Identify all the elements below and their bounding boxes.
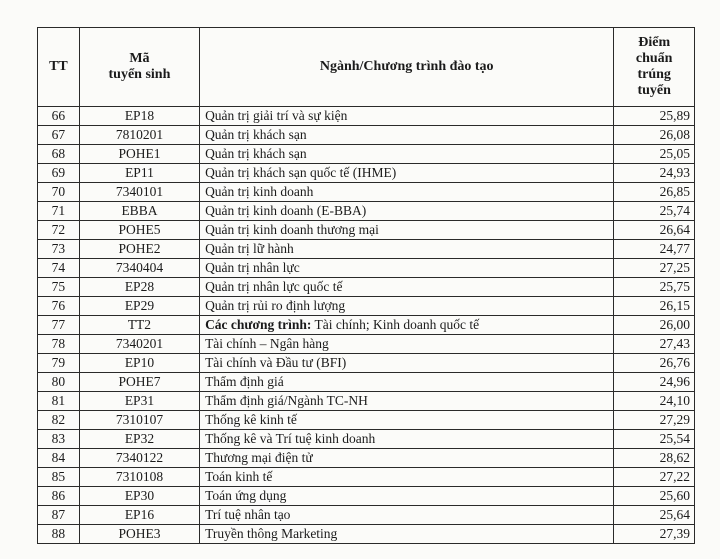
- cutoff-score: 26,64: [614, 221, 695, 240]
- row-number: 67: [38, 126, 80, 145]
- table-row: [38, 449, 695, 468]
- table-row: [38, 373, 695, 392]
- program-name: Toán kinh tế: [200, 468, 614, 487]
- program-name: Quản trị nhân lực: [200, 259, 614, 278]
- cutoff-score: 25,74: [614, 202, 695, 221]
- row-number: 86: [38, 487, 80, 506]
- program-name: Thẩm định giá: [200, 373, 614, 392]
- row-number: 81: [38, 392, 80, 411]
- cutoff-score: 24,93: [614, 164, 695, 183]
- cutoff-score: 24,96: [614, 373, 695, 392]
- admission-code: EP18: [79, 107, 199, 126]
- cutoff-score: 24,77: [614, 240, 695, 259]
- admission-code: 7340101: [79, 183, 199, 202]
- program-name: Thương mại điện tử: [200, 449, 614, 468]
- table-row: [38, 487, 695, 506]
- cutoff-score: 27,39: [614, 525, 695, 544]
- admission-code: POHE3: [79, 525, 199, 544]
- program-name: Quản trị giải trí và sự kiện: [200, 107, 614, 126]
- admission-code: 7340404: [79, 259, 199, 278]
- cutoff-score: 25,05: [614, 145, 695, 164]
- admission-code: EP10: [79, 354, 199, 373]
- program-name: Thống kê và Trí tuệ kinh doanh: [200, 430, 614, 449]
- table-row: [38, 506, 695, 525]
- admission-code: 7340201: [79, 335, 199, 354]
- table-row: [38, 164, 695, 183]
- admission-code: POHE1: [79, 145, 199, 164]
- row-number: 82: [38, 411, 80, 430]
- program-name: Thẩm định giá/Ngành TC-NH: [200, 392, 614, 411]
- cutoff-score: 26,76: [614, 354, 695, 373]
- admission-code: EBBA: [79, 202, 199, 221]
- program-name: Quản trị kinh doanh thương mại: [200, 221, 614, 240]
- admission-code: EP28: [79, 278, 199, 297]
- row-number: 83: [38, 430, 80, 449]
- cutoff-score: 27,25: [614, 259, 695, 278]
- admission-code: EP31: [79, 392, 199, 411]
- admission-code: EP11: [79, 164, 199, 183]
- header-tt: TT: [38, 28, 80, 107]
- row-number: 73: [38, 240, 80, 259]
- row-number: 68: [38, 145, 80, 164]
- admission-code: 7340122: [79, 449, 199, 468]
- table-header-row: [38, 28, 695, 107]
- row-number: 78: [38, 335, 80, 354]
- program-name: Quản trị kinh doanh: [200, 183, 614, 202]
- cutoff-score: 24,10: [614, 392, 695, 411]
- admission-code: POHE2: [79, 240, 199, 259]
- cutoff-score: 27,29: [614, 411, 695, 430]
- cutoff-score: 25,64: [614, 506, 695, 525]
- table-row: [38, 240, 695, 259]
- admission-code: 7310108: [79, 468, 199, 487]
- header-major: Ngành/Chương trình đào tạo: [200, 28, 614, 107]
- row-number: 87: [38, 506, 80, 525]
- table-row: [38, 468, 695, 487]
- cutoff-score: 26,08: [614, 126, 695, 145]
- table-row: [38, 297, 695, 316]
- table-row: [38, 354, 695, 373]
- cutoff-score: 25,54: [614, 430, 695, 449]
- row-number: 85: [38, 468, 80, 487]
- row-number: 72: [38, 221, 80, 240]
- table-row: [38, 107, 695, 126]
- table-row: [38, 126, 695, 145]
- program-name: Quản trị khách sạn: [200, 145, 614, 164]
- program-name: Trí tuệ nhân tạo: [200, 506, 614, 525]
- program-name: Quản trị nhân lực quốc tế: [200, 278, 614, 297]
- program-name: Quản trị rủi ro định lượng: [200, 297, 614, 316]
- cutoff-score: 25,60: [614, 487, 695, 506]
- table-row: [38, 221, 695, 240]
- admission-code: 7310107: [79, 411, 199, 430]
- table-row: [38, 145, 695, 164]
- program-name: Tài chính và Đầu tư (BFI): [200, 354, 614, 373]
- table-row: [38, 183, 695, 202]
- program-name: Toán ứng dụng: [200, 487, 614, 506]
- admission-code: EP29: [79, 297, 199, 316]
- row-number: 70: [38, 183, 80, 202]
- row-number: 84: [38, 449, 80, 468]
- table-row: [38, 259, 695, 278]
- program-name: Tài chính – Ngân hàng: [200, 335, 614, 354]
- row-number: 77: [38, 316, 80, 335]
- cutoff-score: 25,89: [614, 107, 695, 126]
- row-number: 80: [38, 373, 80, 392]
- admission-scores-table: [37, 27, 695, 544]
- program-prefix: Các chương trình:: [205, 317, 312, 332]
- cutoff-score: 26,85: [614, 183, 695, 202]
- admission-code: EP16: [79, 506, 199, 525]
- row-number: 74: [38, 259, 80, 278]
- admission-code: EP32: [79, 430, 199, 449]
- row-number: 79: [38, 354, 80, 373]
- table-row: [38, 335, 695, 354]
- table-row: [38, 316, 695, 335]
- table-row: [38, 525, 695, 544]
- row-number: 88: [38, 525, 80, 544]
- row-number: 66: [38, 107, 80, 126]
- table-row: [38, 278, 695, 297]
- table-row: [38, 392, 695, 411]
- program-name: Quản trị khách sạn quốc tế (IHME): [200, 164, 614, 183]
- admission-code: 7810201: [79, 126, 199, 145]
- cutoff-score: 28,62: [614, 449, 695, 468]
- program-name: Quản trị kinh doanh (E-BBA): [200, 202, 614, 221]
- cutoff-score: 27,22: [614, 468, 695, 487]
- row-number: 71: [38, 202, 80, 221]
- table-row: [38, 202, 695, 221]
- admission-code: POHE5: [79, 221, 199, 240]
- table-row: [38, 430, 695, 449]
- program-name: Thống kê kinh tế: [200, 411, 614, 430]
- program-name-text: Tài chính; Kinh doanh quốc tế: [311, 317, 480, 332]
- row-number: 76: [38, 297, 80, 316]
- admission-code: POHE7: [79, 373, 199, 392]
- admission-code: TT2: [79, 316, 199, 335]
- header-code: Mã tuyển sinh: [79, 28, 199, 107]
- cutoff-score: 25,75: [614, 278, 695, 297]
- header-score: Điểm chuẩn trúng tuyển: [614, 28, 695, 107]
- cutoff-score: 26,00: [614, 316, 695, 335]
- cutoff-score: 26,15: [614, 297, 695, 316]
- admission-code: EP30: [79, 487, 199, 506]
- cutoff-score: 27,43: [614, 335, 695, 354]
- program-name: [200, 316, 614, 335]
- row-number: 69: [38, 164, 80, 183]
- program-name: Quản trị lữ hành: [200, 240, 614, 259]
- program-name: Truyền thông Marketing: [200, 525, 614, 544]
- program-name: Quản trị khách sạn: [200, 126, 614, 145]
- table-row: [38, 411, 695, 430]
- row-number: 75: [38, 278, 80, 297]
